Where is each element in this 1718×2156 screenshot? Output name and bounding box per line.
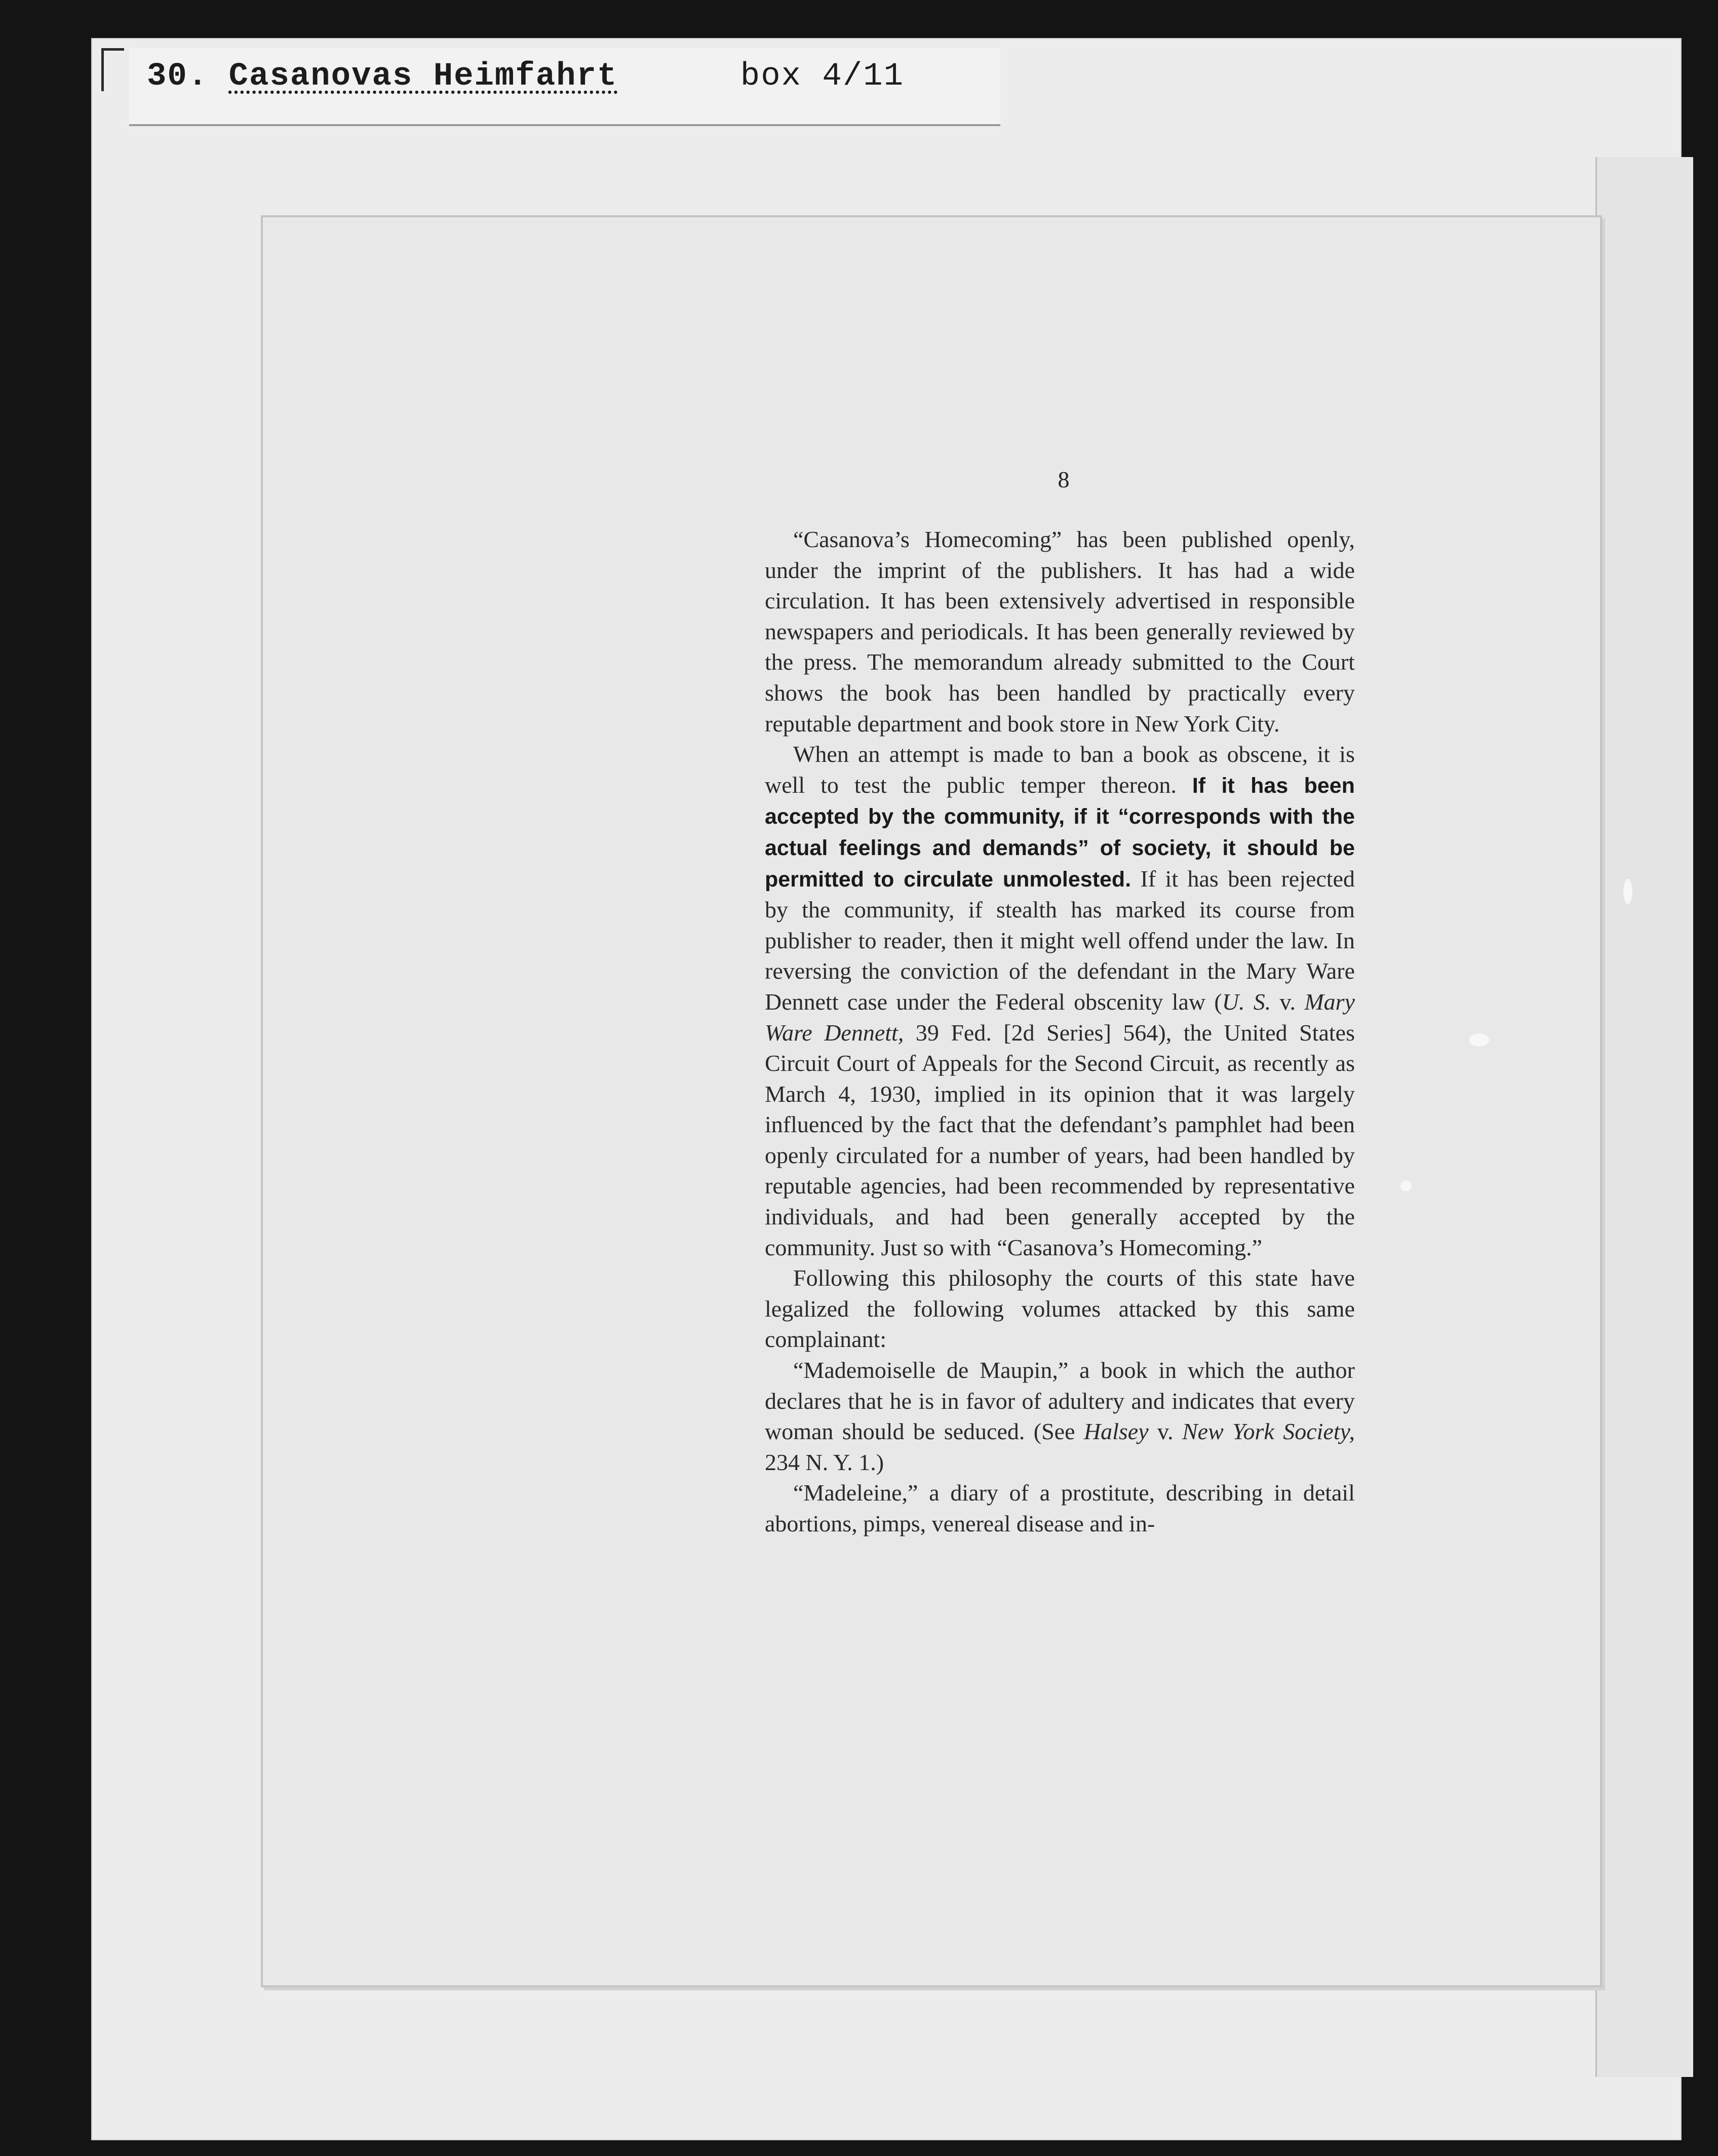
italic-case-citation: Mary Ware Dennett,: [765, 988, 1355, 1046]
body-paragraph: [765, 1355, 1355, 1478]
scan-speck: [1623, 879, 1632, 904]
paragraph-text: 234 N. Y. 1.): [765, 1449, 884, 1475]
italic-case-citation: U. S.: [1222, 988, 1271, 1015]
corner-bracket-mark: [101, 48, 124, 91]
body-paragraph: [765, 739, 1355, 1263]
paragraph-text: Following this philosophy the courts of this state have legalized the following volumes attacked by this same complainant:: [765, 1265, 1355, 1353]
paragraph-text: “Mademoiselle de Maupin,” a book in which the author declares that he is in favor of adultery and indicates that every woman should be seduced. (See: [765, 1357, 1355, 1445]
bold-emphasis-text: If it has been accepted by the community, if it “corresponds with the actual feelings and demands” of society, it should be permitted to circulate unmolested.: [765, 773, 1355, 892]
scan-speck: [1469, 1033, 1489, 1047]
archive-label: [147, 58, 904, 95]
paragraph-text: “Casanova’s Homecoming” has been published openly, under the imprint of the publishers. It has had a wide circulation. It has been extensively advertised in responsible newspapers and periodicals. It has been generally reviewed by the press. The memorandum already submitted to the Court shows the book has been handled by practically every reputable department and book store in New York City.: [765, 526, 1355, 737]
scan-speck: [1400, 1180, 1412, 1191]
body-paragraph: [765, 1478, 1355, 1539]
italic-case-citation: New York Society,: [1182, 1418, 1355, 1445]
paragraph-text: When an attempt is made to ban a book as obscene, it is well to test the public temper thereon.: [765, 741, 1355, 798]
paragraph-text: v.: [1148, 1418, 1182, 1445]
label-number: 30.: [147, 58, 209, 95]
card-edge-strip: [1595, 157, 1693, 2077]
paragraph-text: If it has been rejected by the community, if stealth has marked its course from publisher to reader, then it might well offend under the law. In reversing the conviction of the defendant in the Mary Ware Dennett case under the Federal obscenity law (: [765, 865, 1355, 1015]
body-paragraph: [765, 1263, 1355, 1355]
paragraph-text: v.: [1271, 988, 1305, 1015]
paragraph-text: “Madeleine,” a diary of a prostitute, describing in detail abortions, pimps, venereal disease and in-: [765, 1480, 1355, 1536]
body-paragraph: [765, 524, 1355, 739]
paragraph-text: 39 Fed. [2d Series] 564), the United States Circuit Court of Appeals for the Second Circuit, as recently as March 4, 1930, implied in its opinion that it was largely influenced by the fact that the defendant’s pamphlet had been openly circulated for a number of years, had been handled by reputable agencies, had been recommended by representative individuals, and had been generally accepted by the community. Just so with “Casanova’s Homecoming.”: [765, 1019, 1355, 1260]
italic-case-citation: Halsey: [1083, 1418, 1149, 1445]
label-box-number: box 4/11: [740, 58, 905, 95]
page-number: 8: [1058, 467, 1070, 492]
label-title: Casanovas Heimfahrt: [228, 58, 618, 95]
body-text-column: [765, 524, 1355, 1539]
